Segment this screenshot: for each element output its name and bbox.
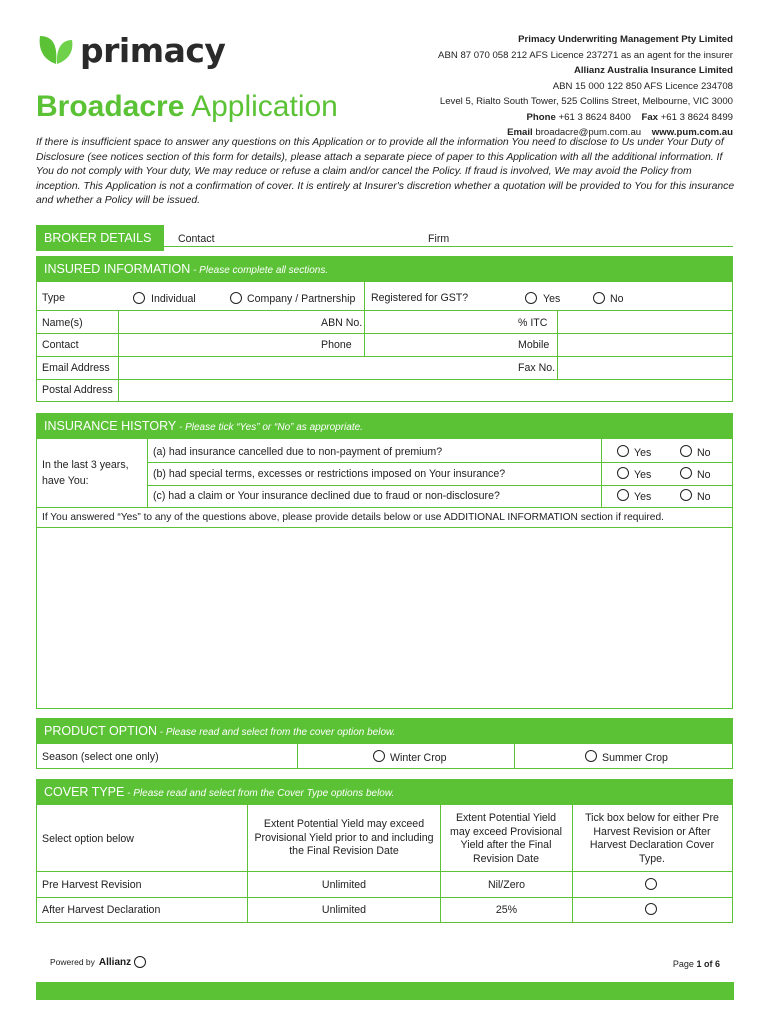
cover-type-heading — [36, 779, 733, 805]
form-title — [36, 90, 338, 124]
history-question-a: (a) had insurance cancelled due to non-payment of premium? — [153, 446, 443, 458]
after-harvest-after-final: 25% — [495, 904, 518, 916]
contact-label: Contact — [42, 339, 79, 351]
history-subheading: - Please tick “Yes” or “No” as appropriate. — [176, 422, 363, 433]
product-grid-line — [36, 744, 37, 768]
broker-firm-field[interactable] — [470, 228, 732, 246]
itc-input[interactable] — [558, 311, 732, 333]
history-question-b: (b) had special terms, excesses or restrictions imposed on Your insurance? — [153, 468, 506, 480]
winter-crop-label: Winter Crop — [390, 752, 447, 764]
select-option-label: Select option below — [42, 833, 134, 845]
b-no-label: No — [697, 469, 711, 481]
abn-input[interactable] — [365, 311, 515, 333]
cover-subheading: - Please read and select from the Cover Type options below. — [124, 788, 395, 799]
history-heading-text: INSURANCE HISTORY — [44, 419, 177, 433]
gst-label: Registered for GST? — [371, 292, 469, 304]
type-label: Type — [42, 292, 65, 304]
product-heading-text: PRODUCT OPTION — [44, 724, 157, 738]
names-input[interactable] — [119, 311, 317, 333]
radio-a-no[interactable] — [680, 445, 692, 457]
radio-c-yes[interactable] — [617, 489, 629, 501]
insurer-abn: ABN 15 000 122 850 AFS Licence 234708 — [552, 80, 733, 92]
page-of: of — [703, 959, 713, 969]
product-grid-line — [297, 744, 298, 768]
form-title-light: Application — [184, 90, 338, 123]
summer-crop-label: Summer Crop — [602, 752, 668, 764]
fax-no-label: Fax No. — [518, 362, 556, 374]
mobile-input[interactable] — [558, 334, 732, 356]
powered-by-text: Powered by — [50, 957, 95, 967]
names-label: Name(s) — [42, 317, 83, 329]
history-grid-line — [732, 439, 733, 708]
allianz-eagle-icon — [134, 956, 146, 968]
gst-yes-label: Yes — [543, 293, 561, 305]
fax-number: +61 3 8624 8499 — [660, 111, 733, 123]
c-no-label: No — [697, 491, 711, 503]
radio-b-no[interactable] — [680, 467, 692, 479]
postal-address-input[interactable] — [119, 380, 732, 401]
broker-firm-label: Firm — [428, 233, 450, 245]
email-address-input[interactable] — [119, 357, 514, 379]
footer-bar — [36, 982, 734, 1000]
history-grid-line — [147, 462, 732, 463]
website-link[interactable]: www.pum.com.au — [651, 127, 733, 138]
cover-grid-line — [36, 897, 733, 898]
a-yes-label: Yes — [634, 447, 652, 459]
radio-gst-yes[interactable] — [525, 292, 537, 304]
after-harvest-label: After Harvest Declaration — [42, 904, 161, 916]
broker-heading-text: BROKER DETAILS — [44, 231, 152, 245]
primacy-logo — [36, 30, 225, 70]
gst-no-label: No — [610, 293, 624, 305]
cover-heading-text: COVER TYPE — [44, 785, 125, 799]
cover-grid-line — [36, 922, 733, 923]
radio-winter-crop[interactable] — [373, 750, 385, 762]
history-grid-line — [601, 439, 602, 507]
c-yes-label: Yes — [634, 491, 652, 503]
insurance-history-heading — [36, 413, 733, 439]
radio-c-no[interactable] — [680, 489, 692, 501]
radio-gst-no[interactable] — [593, 292, 605, 304]
itc-label: % ITC — [518, 317, 548, 329]
insured-grid-line — [36, 401, 733, 402]
radio-b-yes[interactable] — [617, 467, 629, 479]
email-link[interactable]: broadacre@pum.com.au — [535, 127, 642, 138]
postal-address-label: Postal Address — [42, 384, 113, 396]
radio-company-partnership[interactable] — [230, 292, 242, 304]
insured-info-heading — [36, 256, 733, 282]
cover-col3-header: Tick box below for either Pre Harvest Revision or After Harvest Declaration Cover Type. — [585, 812, 719, 865]
b-yes-label: Yes — [634, 469, 652, 481]
pre-harvest-label: Pre Harvest Revision — [42, 879, 142, 891]
a-no-label: No — [697, 447, 711, 459]
history-details-textarea[interactable] — [37, 528, 732, 708]
cover-grid-line — [36, 871, 733, 872]
leaf-logo-icon — [36, 30, 76, 70]
abn-label: ABN No. — [321, 317, 363, 329]
product-subheading: - Please read and select from the cover option below. — [156, 727, 396, 738]
company-address: Level 5, Rialto South Tower, 525 Collins Street, Melbourne, VIC 3000 — [439, 96, 733, 107]
cover-col2-header: Extent Potential Yield may exceed Provisional Yield after the Final Revision Date — [450, 812, 562, 865]
broker-contact-field[interactable] — [242, 228, 422, 246]
history-grid-line — [36, 708, 733, 709]
phone-input[interactable] — [365, 334, 515, 356]
history-question-c: (c) had a claim or Your insurance declined due to fraud or non-disclosure? — [153, 490, 500, 502]
radio-after-harvest-declaration[interactable] — [645, 903, 657, 915]
insured-heading-text: INSURED INFORMATION — [44, 262, 191, 276]
history-grid-line — [36, 507, 733, 508]
phone-label: Phone — [526, 111, 556, 123]
cover-grid-line — [572, 805, 573, 922]
phone-field-label: Phone — [321, 339, 352, 351]
product-grid-line — [732, 744, 733, 768]
radio-pre-harvest-revision[interactable] — [645, 878, 657, 890]
history-details-note: If You answered “Yes” to any of the questions above, please provide details below or use ADDITIONAL INFORMATION section if required. — [42, 512, 664, 523]
form-title-bold: Broadacre — [36, 90, 185, 123]
page-number — [673, 959, 720, 969]
company-phone-fax — [438, 110, 733, 126]
powered-by — [50, 956, 146, 968]
phone-number: +61 3 8624 8400 — [558, 111, 631, 123]
product-grid-line — [36, 768, 733, 769]
company-info — [438, 32, 733, 141]
history-lead-line2: have You: — [42, 475, 89, 487]
after-harvest-before-final: Unlimited — [321, 904, 367, 916]
page-current: 1 — [696, 959, 702, 969]
cover-grid-line — [732, 805, 733, 922]
broker-underline — [164, 246, 733, 247]
page-total: 6 — [714, 959, 720, 969]
radio-individual[interactable] — [133, 292, 145, 304]
cover-grid-line — [36, 805, 37, 922]
broker-details-heading — [36, 225, 164, 251]
logo-wordmark: primacy — [80, 30, 226, 70]
insured-grid-line — [36, 282, 37, 401]
season-label: Season (select one only) — [42, 751, 159, 763]
fax-no-input[interactable] — [558, 357, 732, 379]
history-lead-line1: In the last 3 years, — [42, 459, 129, 471]
allianz-logo-text: Allianz — [98, 956, 132, 968]
broker-contact-label: Contact — [178, 233, 215, 245]
product-grid-line — [514, 744, 515, 768]
insured-grid-line — [732, 282, 733, 401]
radio-a-yes[interactable] — [617, 445, 629, 457]
email-address-label: Email Address — [42, 362, 110, 374]
insured-subheading: - Please complete all sections. — [190, 265, 329, 276]
cover-col1-header: Extent Potential Yield may exceed Provisional Yield prior to and including the Final Revision Date — [254, 818, 434, 857]
pre-harvest-after-final: Nil/Zero — [487, 879, 526, 891]
intro-paragraph: If there is insufficient space to answer any questions on this Application or to provide all the information You need to disclose to Us under Your Duty of Disclosure (see notices section of this form for details), please attach a separate piece of paper to this Application with all the additional information. If You do not comply with Your duty, We may reduce or refuse a claim and/or cancel the Policy. If fraud is involved, We may avoid the Policy from inception. This Application is not a confirmation of cover. It is entirely at Insurer's discretion whether a quotation will be provided to You for this insurance and whether a Policy will be issued. — [36, 137, 735, 207]
company-partnership-label: Company / Partnership — [247, 293, 356, 305]
fax-label: Fax — [641, 111, 659, 123]
radio-summer-crop[interactable] — [585, 750, 597, 762]
page-label: Page — [672, 959, 694, 969]
pre-harvest-before-final: Unlimited — [321, 879, 367, 891]
contact-input[interactable] — [119, 334, 317, 356]
history-grid-line — [147, 485, 732, 486]
product-option-heading — [36, 718, 733, 744]
company-abn: ABN 87 070 058 212 AFS Licence 237271 as an agent for the insurer — [438, 49, 733, 61]
mobile-label: Mobile — [518, 339, 550, 351]
email-label: Email — [507, 127, 533, 138]
company-name: Primacy Underwriting Management Pty Limited — [518, 34, 733, 45]
insurer-name: Allianz Australia Insurance Limited — [573, 65, 733, 76]
history-grid-line — [147, 439, 148, 507]
individual-label: Individual — [151, 293, 196, 305]
